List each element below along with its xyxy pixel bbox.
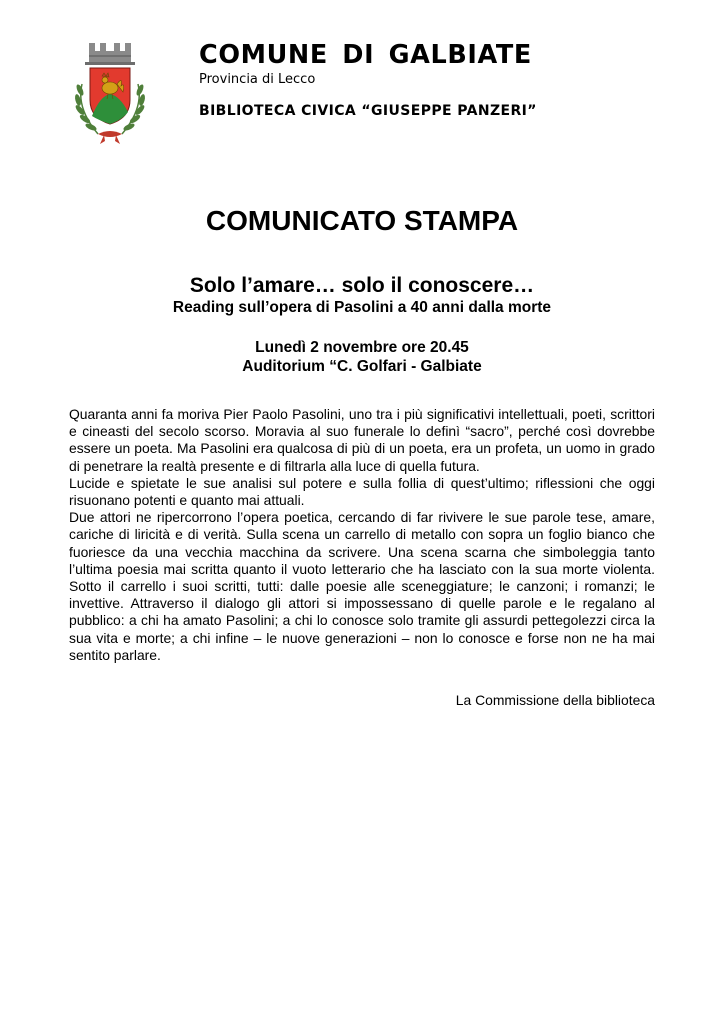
coat-of-arms-icon: [60, 38, 160, 146]
event-place: Auditorium “C. Golfari - Galbiate: [242, 358, 482, 375]
province-name: Provincia di Lecco: [199, 72, 316, 87]
letterhead: [199, 40, 537, 120]
signature: La Commissione della biblioteca: [455, 692, 655, 708]
event-subtitle: Reading sull’opera di Pasolini a 40 anni dalla morte: [172, 299, 552, 316]
body-paragraph: Due attori ne ripercorrono l’opera poetica, cercando di far rivivere le sue parole tese, amare, cariche di liricità e di verità. Sulla scena un carrello di metallo con sopra un foglio bianco che fuoriesce da una vecchia macchina da scrivere. Una scena scarna che simboleggia tanto l’ultima poesia mai scritta quanto il vuoto letterario che ha lasciato con la sua morte violenta. Sotto il carrello i suoi scritti, tutti: dalle poesie alle sceneggiature; le canzoni; i romanzi; le invettive. Attraverso il dialogo gli attori si impossessano di quelle parole e le regalano al pubblico: a chi ha amato Pasolini; a chi lo conosce solo tramite gli assurdi pettegolezzi circa la sua vita e morte; a chi infine – le nuove generazioni – non lo conosce e forse non ne ha mai sentito parlare.: [69, 509, 655, 663]
document-heading: COMUNICATO STAMPA: [205, 205, 519, 236]
shield-icon: [90, 68, 130, 124]
ribbon-icon: [98, 131, 122, 144]
press-release-body: [69, 406, 655, 664]
library-name: BIBLIOTECA CIVICA “GIUSEPPE PANZERI”: [199, 103, 537, 119]
body-paragraph: Lucide e spietate le sue analisi sul potere e sulla follia di quest’ultimo; riflessioni che oggi risuonano potenti e quanto mai attuali.: [69, 474, 655, 509]
municipality-name: COMUNE DI GALBIATE: [199, 40, 532, 70]
event-title: Solo l’amare… solo il conoscere…: [189, 274, 535, 297]
body-paragraph: Quaranta anni fa moriva Pier Paolo Pasolini, uno tra i più significativi intellettuali, poeti, scrittori e cineasti del secolo scorso. Moravia al suo funerale lo definì “sacro”, perché così dovrebbe essere un poeta. Ma Pasolini era qualcosa di più di un poeta, era un profeta, un uomo in grado di penetrare la realtà presente e di filtrarla alla luce di quella futura.: [69, 406, 655, 474]
event-date: Lunedì 2 novembre ore 20.45: [255, 339, 469, 356]
crown-icon: [85, 43, 135, 65]
